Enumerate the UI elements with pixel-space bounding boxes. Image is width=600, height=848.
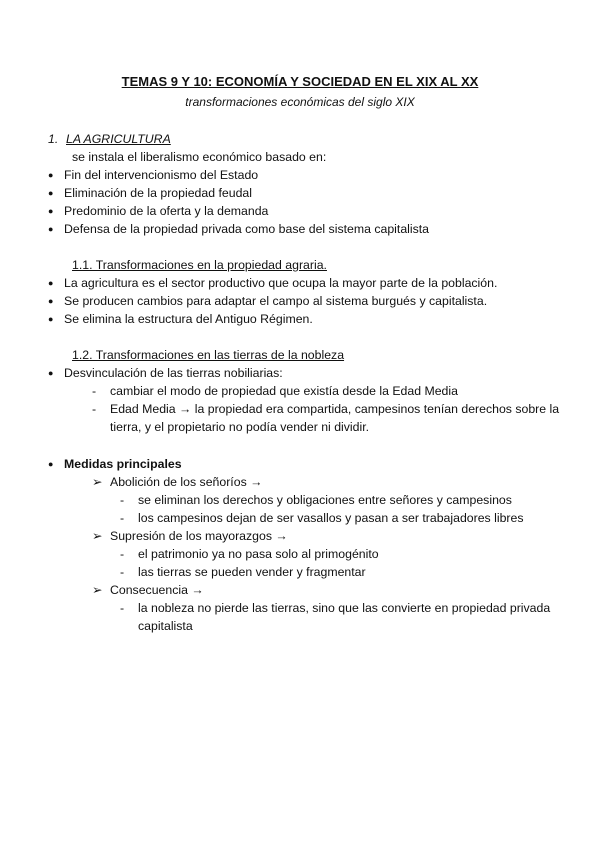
measure-label: Consecuencia → (110, 583, 204, 597)
list-item: Fin del intervencionismo del Estado (64, 168, 259, 182)
section-intro: se instala el liberalismo económico basado en: (72, 150, 327, 164)
bullet-icon: ● (48, 278, 54, 288)
bullet-icon: ● (48, 459, 54, 469)
bullet-icon: ● (48, 314, 54, 324)
bullet-icon: ● (48, 170, 54, 180)
list-item: Eliminación de la propiedad feudal (64, 186, 252, 200)
measure-label: Abolición de los señoríos → (110, 475, 263, 489)
measure-label: Supresión de los mayorazgos → (110, 529, 288, 543)
bullet-icon: ● (48, 368, 54, 378)
list-item: Se elimina la estructura del Antiguo Régimen. (64, 312, 313, 326)
medidas-heading: Medidas principales (64, 457, 182, 471)
list-item: Se producen cambios para adaptar el campo al sistema burgués y capitalista. (64, 294, 488, 308)
section-number: 1. (48, 132, 59, 146)
dash-icon: - (120, 511, 125, 525)
dash-icon: - (120, 601, 125, 615)
measure-item: se eliminan los derechos y obligaciones entre señores y campesinos (138, 493, 512, 507)
dash-icon: - (92, 402, 97, 416)
measure-item: el patrimonio ya no pasa solo al primogénito (138, 547, 379, 561)
sub-list-item-continuation: tierra, y el propietario no podía vender ni dividir. (110, 420, 370, 434)
dash-icon: - (120, 547, 125, 561)
document-title: TEMAS 9 Y 10: ECONOMÍA Y SOCIEDAD EN EL XIX AL XX (121, 74, 479, 89)
bullet-icon: ● (48, 206, 54, 216)
measure-item: los campesinos dejan de ser vasallos y pasan a ser trabajadores libres (138, 511, 524, 525)
dash-icon: - (120, 565, 125, 579)
dash-icon: - (92, 384, 97, 398)
subsection-heading: 1.1. Transformaciones en la propiedad agraria. (72, 258, 327, 272)
sub-list-item: Edad Media → la propiedad era compartida, campesinos tenían derechos sobre la (110, 402, 560, 416)
arrowhead-icon: ➢ (92, 529, 103, 543)
section-heading: LA AGRICULTURA (66, 132, 171, 146)
sub-list-item: cambiar el modo de propiedad que existía desde la Edad Media (110, 384, 458, 398)
measure-item: las tierras se pueden vender y fragmentar (138, 565, 366, 579)
dash-icon: - (120, 493, 125, 507)
list-item: Defensa de la propiedad privada como base del sistema capitalista (64, 222, 430, 236)
arrowhead-icon: ➢ (92, 475, 103, 489)
list-item: La agricultura es el sector productivo que ocupa la mayor parte de la población. (64, 276, 498, 290)
document-subtitle: transformaciones económicas del siglo XIX (185, 95, 415, 109)
subsection-heading: 1.2. Transformaciones en las tierras de la nobleza (72, 348, 345, 362)
list-item: Desvinculación de las tierras nobiliarias: (64, 366, 283, 380)
bullet-icon: ● (48, 224, 54, 234)
arrowhead-icon: ➢ (92, 583, 103, 597)
measure-item-continuation: capitalista (138, 619, 193, 633)
list-item: Predominio de la oferta y la demanda (64, 204, 269, 218)
bullet-icon: ● (48, 188, 54, 198)
bullet-icon: ● (48, 296, 54, 306)
measure-item: la nobleza no pierde las tierras, sino que las convierte en propiedad privada (138, 601, 551, 615)
